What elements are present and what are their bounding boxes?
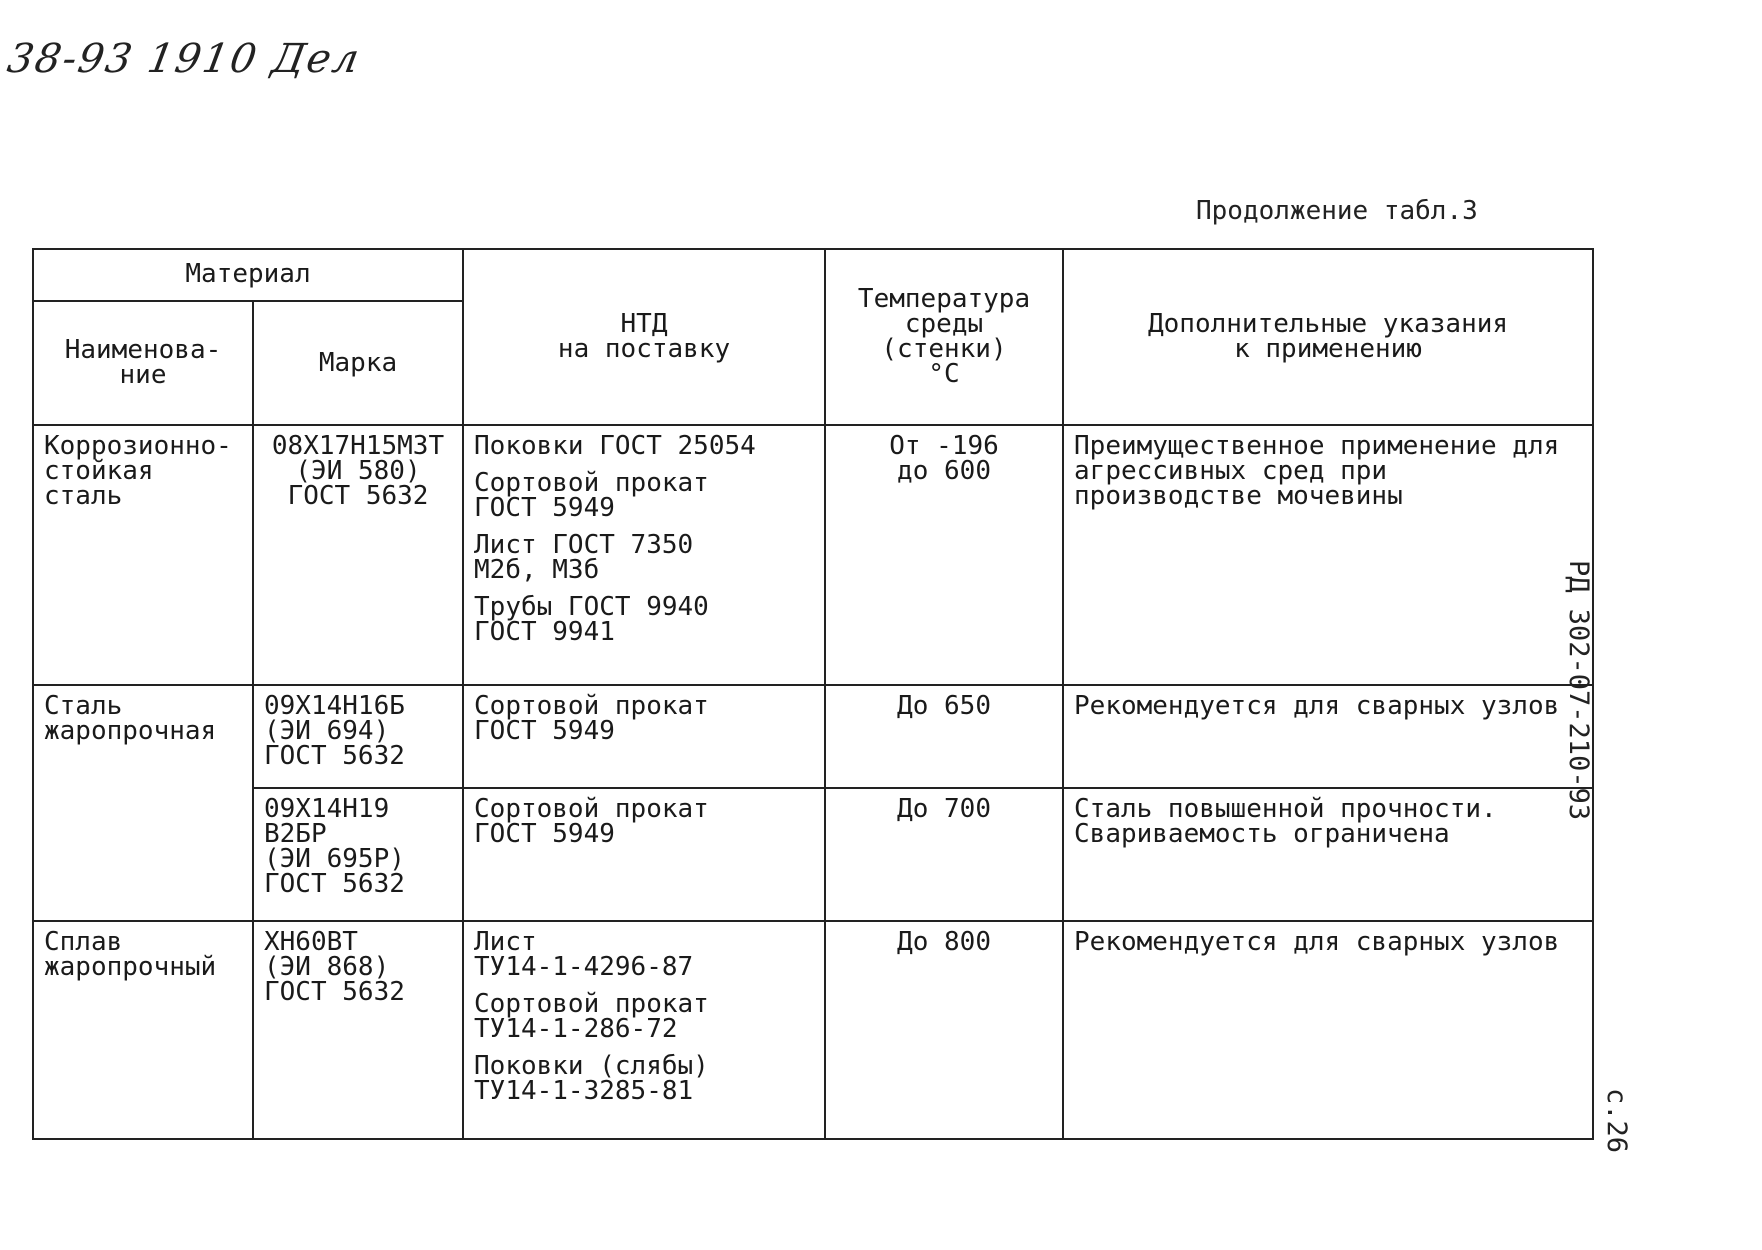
temperature-text: До 650 xyxy=(897,690,991,721)
cell-notes xyxy=(1063,685,1593,789)
name-text: Коррозионно- стойкая сталь xyxy=(44,431,232,512)
page-number: с.26 xyxy=(1601,1088,1632,1154)
cell-name xyxy=(33,425,253,684)
cell-temperature xyxy=(825,425,1063,684)
notes-text: Рекомендуется для сварных узлов xyxy=(1074,927,1560,958)
grade-text: 09Х14Н16Б (ЭИ 694) ГОСТ 5632 xyxy=(264,690,405,771)
header-name xyxy=(33,301,253,425)
cell-grade xyxy=(253,921,463,1139)
cell-notes xyxy=(1063,788,1593,921)
header-name-text: Наименова- ние xyxy=(64,335,222,391)
header-temperature xyxy=(825,249,1063,425)
cell-ntd xyxy=(463,425,825,684)
ntd-item: Лист ТУ14-1-4296-87 xyxy=(474,927,694,983)
table-row xyxy=(33,921,1593,1139)
cell-grade xyxy=(253,788,463,921)
header-ntd-text: НТД на поставку xyxy=(557,309,731,365)
ntd-item: Сортовой прокат ГОСТ 5949 xyxy=(474,794,709,850)
cell-ntd xyxy=(463,921,825,1139)
ntd-item: Поковки (слябы) ТУ14-1-3285-81 xyxy=(474,1051,709,1107)
header-temperature-text: Температура среды (стенки) °C xyxy=(857,284,1031,390)
cell-name xyxy=(33,921,253,1139)
cell-temperature xyxy=(825,685,1063,789)
cell-ntd xyxy=(463,788,825,921)
handwritten-note: 38-93 1910 Дел xyxy=(3,36,365,82)
name-text: Сталь жаропрочная xyxy=(44,690,217,746)
cell-grade xyxy=(253,425,463,684)
notes-text: Рекомендуется для сварных узлов xyxy=(1074,690,1560,721)
cell-grade xyxy=(253,685,463,789)
temperature-text: До 800 xyxy=(897,927,991,958)
notes-text: Преимущественное применение для агрессивных сред при производстве мочевины xyxy=(1074,431,1560,512)
cell-notes xyxy=(1063,425,1593,684)
cell-notes xyxy=(1063,921,1593,1139)
ntd-item: Сортовой прокат ГОСТ 5949 xyxy=(474,468,709,524)
grade-text: 09Х14Н19 В2БР (ЭИ 695Р) ГОСТ 5632 xyxy=(264,794,405,900)
notes-text: Сталь повышенной прочности. Свариваемость ограничена xyxy=(1074,794,1497,850)
temperature-text: От -196 до 600 xyxy=(889,431,999,487)
header-ntd xyxy=(463,249,825,425)
cell-name xyxy=(33,685,253,921)
continuation-label: Продолжение табл.3 xyxy=(1196,196,1478,226)
ntd-item: Поковки ГОСТ 25054 xyxy=(474,431,756,462)
table-row xyxy=(33,425,1593,684)
name-text: Сплав жаропрочный xyxy=(44,927,217,983)
table-row xyxy=(33,788,1593,921)
ntd-item: Сортовой прокат ГОСТ 5949 xyxy=(474,690,709,746)
header-notes xyxy=(1063,249,1593,425)
header-grade: Марка xyxy=(253,301,463,425)
cell-temperature xyxy=(825,921,1063,1139)
header-material: Материал xyxy=(33,249,463,301)
cell-ntd xyxy=(463,685,825,789)
materials-table xyxy=(32,248,1594,1140)
document-code: РД 302-07-210-93 xyxy=(1563,560,1594,821)
grade-text: 08Х17Н15М3Т (ЭИ 580) ГОСТ 5632 xyxy=(271,431,445,512)
ntd-item: Лист ГОСТ 7350 М2б, М3б xyxy=(474,530,694,586)
cell-temperature xyxy=(825,788,1063,921)
ntd-item: Трубы ГОСТ 9940 ГОСТ 9941 xyxy=(474,592,709,648)
ntd-item: Сортовой прокат ТУ14-1-286-72 xyxy=(474,989,709,1045)
table-row xyxy=(33,685,1593,789)
header-notes-text: Дополнительные указания к применению xyxy=(1148,309,1509,365)
temperature-text: До 700 xyxy=(897,794,991,825)
grade-text: ХН60ВТ (ЭИ 868) ГОСТ 5632 xyxy=(264,927,405,1008)
